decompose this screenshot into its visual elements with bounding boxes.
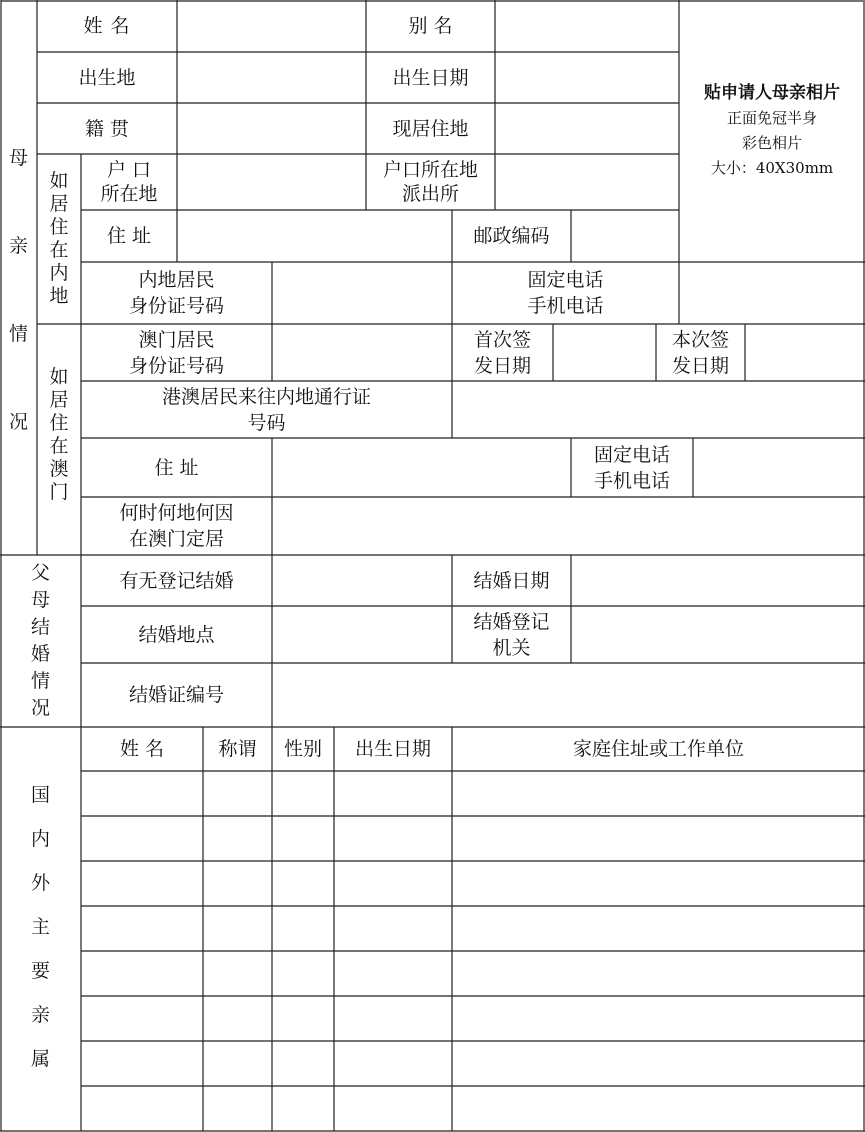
relative-address-field[interactable]	[452, 861, 865, 906]
birth-date-field[interactable]	[495, 52, 679, 103]
relative-gender-field[interactable]	[272, 996, 334, 1041]
relative-birth-date-field[interactable]	[334, 996, 452, 1041]
relative-gender-field[interactable]	[272, 951, 334, 996]
macau-phone-label: 固定电话 手机电话	[593, 443, 670, 492]
mainland-id-label: 内地居民 身份证号码	[128, 269, 224, 317]
relative-address-field[interactable]	[452, 1041, 865, 1086]
relative-birth-date-field[interactable]	[334, 951, 452, 996]
relative-relation-field[interactable]	[203, 1041, 272, 1086]
relative-name-field[interactable]	[81, 996, 203, 1041]
photo-size: 大小：40X30mm	[710, 159, 834, 177]
macau-address-field[interactable]	[272, 438, 571, 497]
relative-address-field[interactable]	[452, 771, 865, 816]
relative-relation-field[interactable]	[203, 906, 272, 951]
relative-address-field[interactable]	[452, 1086, 865, 1131]
mainland-phone-field[interactable]	[679, 262, 865, 324]
marriage-date-field[interactable]	[571, 555, 865, 606]
marriage-place-field[interactable]	[272, 606, 452, 663]
photo-title: 贴申请人母亲相片	[704, 83, 840, 103]
registry-office-label: 结婚登记 机关	[473, 610, 550, 659]
marriage-place-label: 结婚地点	[138, 623, 215, 646]
settle-reason-field[interactable]	[272, 497, 865, 555]
relative-name-field[interactable]	[81, 771, 203, 816]
mainland-group-label: 如 居 住 在 内 地	[49, 170, 69, 307]
birthplace-label: 出生地	[78, 66, 136, 89]
travel-permit-label: 港澳居民来往内地通行证 号码	[161, 385, 371, 434]
relative-address-field[interactable]	[452, 816, 865, 861]
relative-birth-date-field[interactable]	[334, 1041, 452, 1086]
photo-line1: 正面免冠半身	[726, 109, 817, 127]
relative-birth-date-field[interactable]	[334, 816, 452, 861]
marriage-section-title: 父 母 结 婚 情 况	[30, 562, 50, 719]
current-issue-date-field[interactable]	[745, 324, 865, 381]
hukou-place-field[interactable]	[177, 154, 366, 210]
settle-reason-label: 何时何地何因 在澳门定居	[119, 502, 234, 550]
mother-section-title: 母 亲 情 况	[8, 147, 28, 433]
name-label: 姓 名	[83, 15, 131, 37]
relatives-header-gender: 性别	[283, 738, 322, 760]
relative-name-field[interactable]	[81, 816, 203, 861]
postcode-field[interactable]	[571, 210, 679, 262]
relative-birth-date-field[interactable]	[334, 861, 452, 906]
relative-relation-field[interactable]	[203, 771, 272, 816]
relative-address-field[interactable]	[452, 951, 865, 996]
relative-birth-date-field[interactable]	[334, 771, 452, 816]
macau-id-label: 澳门居民 身份证号码	[128, 328, 224, 377]
current-issue-date-label: 本次签 发日期	[671, 328, 729, 377]
certificate-no-label: 结婚证编号	[128, 684, 224, 706]
native-place-label: 籍 贯	[84, 117, 130, 140]
photo-line2: 彩色相片	[741, 134, 802, 152]
current-residence-field[interactable]	[495, 103, 679, 154]
mainland-phone-label: 固定电话 手机电话	[527, 269, 604, 317]
relative-gender-field[interactable]	[272, 1041, 334, 1086]
relatives-header-address: 家庭住址或工作单位	[572, 738, 744, 760]
relative-name-field[interactable]	[81, 906, 203, 951]
relatives-section-title: 国 内 外 主 要 亲 属	[30, 784, 50, 1070]
relative-name-field[interactable]	[81, 1041, 203, 1086]
registered-field[interactable]	[272, 555, 452, 606]
relative-gender-field[interactable]	[272, 771, 334, 816]
mainland-id-field[interactable]	[272, 262, 452, 324]
relative-name-field[interactable]	[81, 861, 203, 906]
relative-relation-field[interactable]	[203, 861, 272, 906]
hukou-place-label: 户 口 所在地	[100, 159, 158, 205]
birth-date-label: 出生日期	[392, 66, 469, 89]
first-issue-date-label: 首次签 发日期	[473, 328, 531, 377]
native-place-field[interactable]	[177, 103, 366, 154]
marriage-date-label: 结婚日期	[473, 569, 550, 592]
certificate-no-field[interactable]	[272, 663, 865, 727]
relative-birth-date-field[interactable]	[334, 906, 452, 951]
alias-label: 别 名	[408, 15, 453, 37]
first-issue-date-field[interactable]	[553, 324, 656, 381]
macau-phone-field[interactable]	[693, 438, 865, 497]
birthplace-field[interactable]	[177, 52, 366, 103]
relative-address-field[interactable]	[452, 996, 865, 1041]
mainland-address-field[interactable]	[177, 210, 452, 262]
relative-gender-field[interactable]	[272, 816, 334, 861]
name-field[interactable]	[177, 0, 366, 52]
relative-relation-field[interactable]	[203, 996, 272, 1041]
relative-gender-field[interactable]	[272, 861, 334, 906]
relatives-header-relation: 称谓	[218, 738, 257, 760]
postcode-label: 邮政编码	[473, 225, 550, 247]
hukou-police-label: 户口所在地 派出所	[382, 159, 478, 205]
hukou-police-field[interactable]	[495, 154, 679, 210]
relative-relation-field[interactable]	[203, 816, 272, 861]
travel-permit-field[interactable]	[452, 381, 865, 438]
relative-birth-date-field[interactable]	[334, 1086, 452, 1131]
relatives-header-name: 姓 名	[119, 738, 165, 760]
relative-name-field[interactable]	[81, 1086, 203, 1131]
macau-address-label: 住 址	[154, 456, 199, 479]
relative-relation-field[interactable]	[203, 1086, 272, 1131]
alias-field[interactable]	[495, 0, 679, 52]
registry-office-field[interactable]	[571, 606, 865, 663]
mainland-address-label: 住 址	[106, 225, 152, 247]
relative-relation-field[interactable]	[203, 951, 272, 996]
relative-address-field[interactable]	[452, 906, 865, 951]
relative-gender-field[interactable]	[272, 1086, 334, 1131]
relative-name-field[interactable]	[81, 951, 203, 996]
current-residence-label: 现居住地	[392, 117, 469, 140]
registered-label: 有无登记结婚	[119, 569, 234, 592]
relatives-header-birth-date: 出生日期	[354, 738, 431, 760]
macau-group-label: 如 居 住 在 澳 门	[49, 366, 69, 503]
macau-id-field[interactable]	[272, 324, 452, 381]
relative-gender-field[interactable]	[272, 906, 334, 951]
photo-placeholder[interactable]	[679, 70, 865, 190]
